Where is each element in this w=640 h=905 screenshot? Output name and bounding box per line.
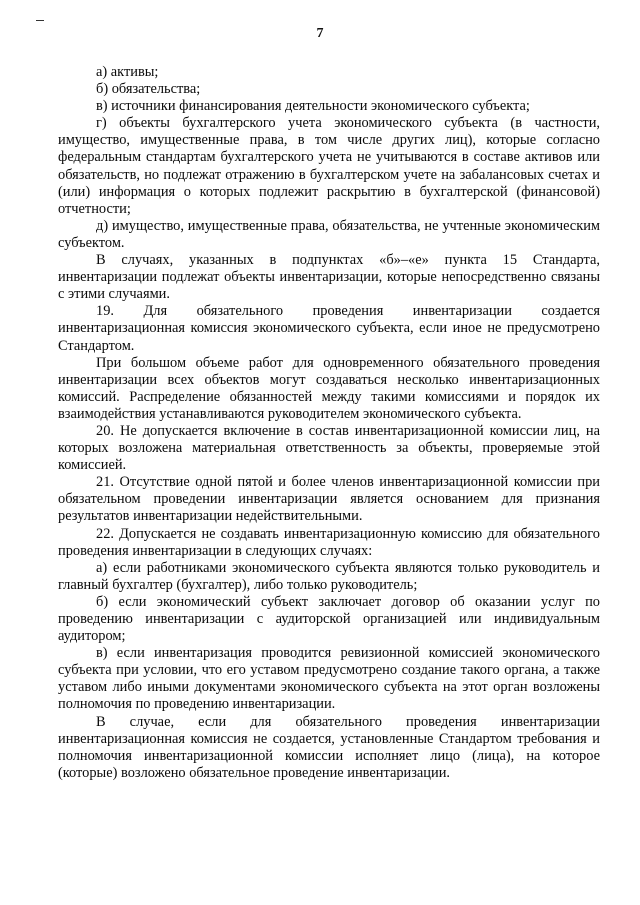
paragraph-clause-21: 21. Отсутствие одной пятой и более членов инвентаризационной комиссии при обязательном проведении инвентаризации является основанием для признания результатов инвентаризации недействительными.	[58, 474, 600, 525]
paragraph-no-commission-case: В случае, если для обязательного проведения инвентаризации инвентаризационная комиссия не создается, установленные Стандартом требования и полномочия инвентаризационной комиссии исполняет лицо (лица), на которое (которые) возложено обязательное проведение инвентаризации.	[58, 713, 600, 781]
paragraph-item-g-accounting-objects: г) объекты бухгалтерского учета экономического субъекта (в частности, имущество, имущественные права, в том числе других лиц), которые согласно федеральным стандартам бухгалтерского учета не учитываются в составе активов или обязательств, но подлежат отражению в бухгалтерском учете на забалансовых счетах и (или) информация о которых подлежит раскрытию в бухгалтерской (финансовой) отчетности;	[58, 115, 600, 217]
paragraph-item-b-liabilities: б) обязательства;	[96, 81, 201, 98]
paragraph-clause-19: 19. Для обязательного проведения инвентаризации создается инвентаризационная комиссия экономического субъекта, если иное не предусмотрено Стандартом.	[58, 303, 600, 354]
paragraph-clause-22-v: в) если инвентаризация проводится ревизионной комиссией экономического субъекта при условии, что его уставом предусмотрено создание такого органа, а также уставом либо иными документами экономического субъекта на этот орган возложены полномочия по проведению инвентаризации.	[58, 645, 600, 713]
paragraph-clause-22: 22. Допускается не создавать инвентаризационную комиссию для обязательного проведения инвентаризации в следующих случаях:	[58, 525, 600, 559]
page-number: 7	[316, 26, 324, 41]
paragraph-cases-subitems: В случаях, указанных в подпунктах «б»–«е» пункта 15 Стандарта, инвентаризации подлежат объекты инвентаризации, которые непосредственно связаны с этими случаями.	[58, 252, 600, 303]
scan-corner-mark	[36, 20, 44, 21]
paragraph-item-d-unrecorded-property: д) имущество, имущественные права, обязательства, не учтенные экономическим субъектом.	[58, 217, 600, 251]
paragraph-clause-22-a: а) если работниками экономического субъекта являются только руководитель и главный бухгалтер (бухгалтер), либо только руководитель;	[58, 559, 600, 593]
document-body	[58, 64, 600, 782]
paragraph-multiple-commissions: При большом объеме работ для одновременного обязательного проведения инвентаризации всех объектов могут создаваться несколько инвентаризационных комиссий. Распределение обязанностей между такими комиссиями и порядок их взаимодействия устанавливаются руководителем экономического субъекта.	[58, 354, 600, 422]
paragraph-clause-22-b: б) если экономический субъект заключает договор об оказании услуг по проведению инвентаризации с аудиторской организацией или индивидуальным аудитором;	[58, 593, 600, 645]
paragraph-item-a-assets: а) активы;	[96, 64, 159, 80]
paragraph-clause-20: 20. Не допускается включение в состав инвентаризационной комиссии лиц, на которых возложена материальная ответственность за объекты, проверяемые этой комиссией.	[58, 422, 600, 474]
paragraph-item-v-funding-sources: в) источники финансирования деятельности экономического субъекта;	[96, 98, 530, 115]
